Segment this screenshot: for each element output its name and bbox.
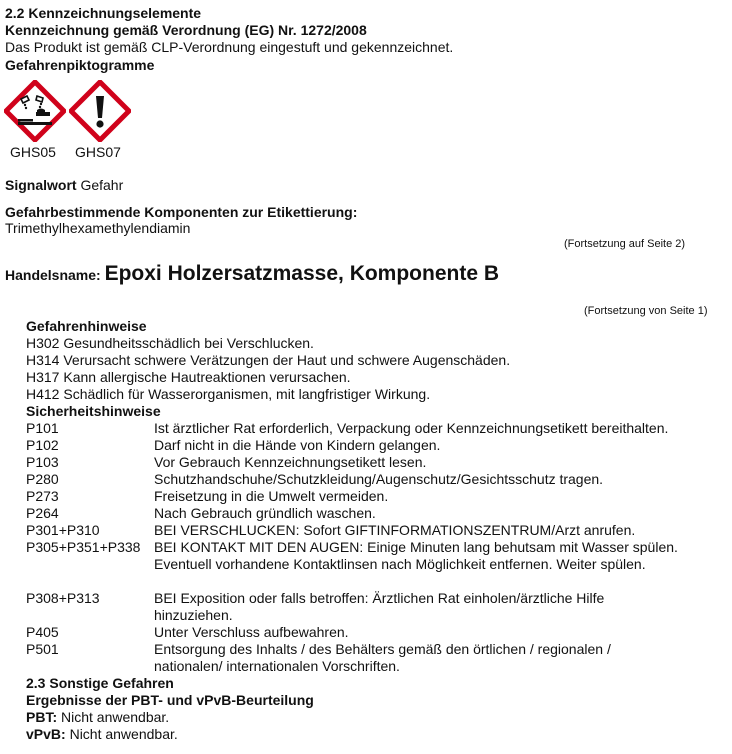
safety-code: P405 xyxy=(26,624,59,640)
safety-text: BEI VERSCHLUCKEN: Sofort GIFTINFORMATIONSZENTRUM/Arzt anrufen. xyxy=(154,522,636,538)
hazard-line: H412 Schädlich für Wasserorganismen, mit langfristiger Wirkung. xyxy=(26,386,431,402)
classification-statement: Das Produkt ist gemäß CLP-Verordnung eingestuft und gekennzeichnet. xyxy=(5,39,454,55)
continued-from-note: (Fortsetzung von Seite 1) xyxy=(584,305,708,317)
vpvb-value: Nicht anwendbar. xyxy=(69,726,178,742)
safety-code: P273 xyxy=(26,488,59,504)
vpvb-label: vPvB: xyxy=(26,726,66,742)
safety-text: Schutzhandschuhe/Schutzkleidung/Augenschutz/Gesichtsschutz tragen. xyxy=(154,471,604,487)
pbt-label: PBT: xyxy=(26,709,58,725)
safety-code: P301+P310 xyxy=(26,522,100,538)
safety-heading: Sicherheitshinweise xyxy=(26,403,161,419)
ghs07-exclamation-icon xyxy=(69,80,131,142)
safety-text: Unter Verschluss aufbewahren. xyxy=(154,624,349,640)
signal-word-label: Signalwort xyxy=(5,177,77,193)
trade-name-value: Epoxi Holzersatzmasse, Komponente B xyxy=(104,262,500,285)
safety-text: Nach Gebrauch gründlich waschen. xyxy=(154,505,376,521)
labeling-subheading: Kennzeichnung gemäß Verordnung (EG) Nr. 1272/2008 xyxy=(5,22,367,38)
continued-on-note: (Fortsetzung auf Seite 2) xyxy=(564,238,686,250)
section-heading-2-3: 2.3 Sonstige Gefahren xyxy=(26,675,174,691)
pbt-line xyxy=(26,709,169,726)
safety-code: P102 xyxy=(26,437,59,453)
safety-text: Vor Gebrauch Kennzeichnungsetikett lesen. xyxy=(154,454,427,470)
hazard-line: H302 Gesundheitsschädlich bei Verschlucken. xyxy=(26,335,314,351)
component-name: Trimethylhexamethylendiamin xyxy=(5,220,191,236)
pbt-heading: Ergebnisse der PBT- und vPvB-Beurteilung xyxy=(26,692,314,708)
signal-word-value: Gefahr xyxy=(80,177,124,193)
safety-code: P264 xyxy=(26,505,59,521)
safety-text: Freisetzung in die Umwelt vermeiden. xyxy=(154,488,389,504)
safety-text: Ist ärztlicher Rat erforderlich, Verpackung oder Kennzeichnungsetikett bereithalten. xyxy=(154,420,669,436)
safety-code: P501 xyxy=(26,641,59,657)
trade-name-line xyxy=(5,261,499,288)
pictogram-label-ghs07: GHS07 xyxy=(75,144,121,160)
safety-text: BEI Exposition oder falls betroffen: Ärztlichen Rat einholen/ärztliche Hilfe hinzuziehen. xyxy=(154,590,605,623)
components-heading: Gefahrbestimmende Komponenten zur Etikettierung: xyxy=(5,204,358,220)
hazard-line: H314 Verursacht schwere Verätzungen der Haut und schwere Augenschäden. xyxy=(26,352,511,368)
safety-code: P280 xyxy=(26,471,59,487)
signal-word-line xyxy=(5,177,123,194)
pictogram-label-ghs05: GHS05 xyxy=(10,144,56,160)
ghs05-corrosion-icon xyxy=(4,80,66,142)
section-heading-2-2: 2.2 Kennzeichnungselemente xyxy=(5,5,202,21)
safety-code: P308+P313 xyxy=(26,590,100,606)
pictograms-heading: Gefahrenpiktogramme xyxy=(5,57,155,73)
pbt-value: Nicht anwendbar. xyxy=(61,709,170,725)
trade-name-label: Handelsname: xyxy=(5,267,101,283)
safety-text: BEI KONTAKT MIT DEN AUGEN: Einige Minuten lang behutsam mit Wasser spülen. Eventuell vorhandene Kontaktlinsen nach Möglichkeit entfernen. Weiter spülen. xyxy=(154,539,678,572)
hazard-heading: Gefahrenhinweise xyxy=(26,318,147,334)
hazard-line: H317 Kann allergische Hautreaktionen verursachen. xyxy=(26,369,351,385)
safety-code: P305+P351+P338 xyxy=(26,539,141,555)
vpvb-line xyxy=(26,726,178,743)
safety-code: P101 xyxy=(26,420,59,436)
safety-text: Entsorgung des Inhalts / des Behälters gemäß den örtlichen / regionalen / nationalen/ internationalen Vorschriften. xyxy=(154,641,611,674)
safety-code: P103 xyxy=(26,454,59,470)
safety-text: Darf nicht in die Hände von Kindern gelangen. xyxy=(154,437,441,453)
